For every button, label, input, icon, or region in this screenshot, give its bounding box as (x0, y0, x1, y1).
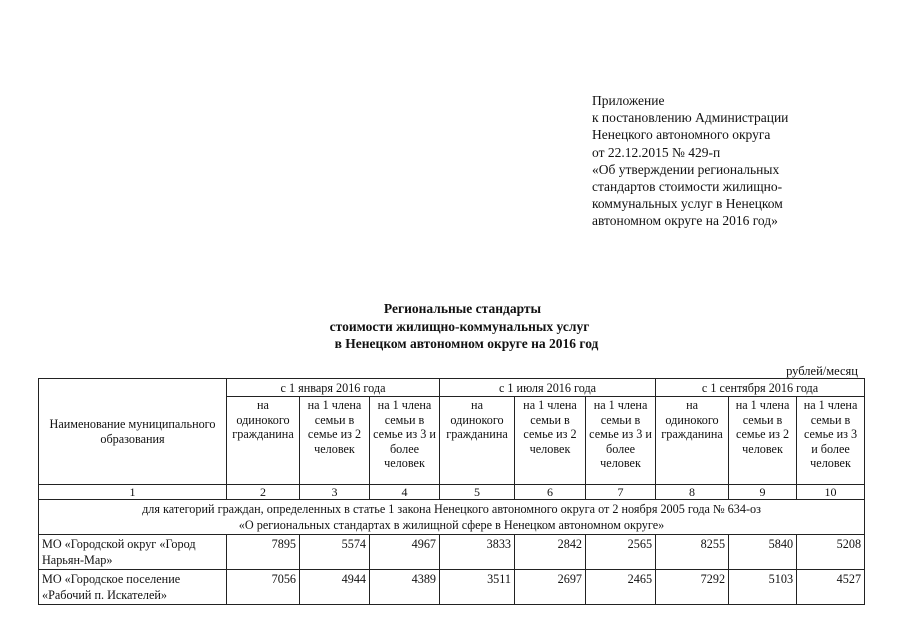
appendix-block (592, 92, 892, 230)
value-cell: 5208 (797, 535, 865, 570)
appendix-line: Приложение (592, 93, 665, 108)
appendix-line: от 22.12.2015 № 429-п (592, 144, 721, 160)
value-cell: 3511 (440, 570, 515, 605)
value-cell: 4389 (370, 570, 440, 605)
column-number: 1 (39, 485, 227, 500)
header-family-of-3: на 1 члена семьи в семье из 3 и более человек (370, 397, 440, 485)
category-row (39, 500, 865, 535)
municipality-name: МО «Городской округ «Город Нарьян-Мар» (39, 535, 227, 570)
header-period-july: с 1 июля 2016 года (440, 379, 656, 397)
category-description (39, 500, 865, 535)
column-number: 7 (586, 485, 656, 500)
value-cell: 7056 (227, 570, 300, 605)
column-number: 9 (729, 485, 797, 500)
value-cell: 7895 (227, 535, 300, 570)
appendix-line: автономном округе на 2016 год» (592, 213, 778, 229)
header-family-of-2: на 1 члена семьи в семье из 2 человек (729, 397, 797, 485)
title-line: стоимости жилищно-коммунальных услуг (329, 318, 590, 334)
table-row (39, 535, 865, 570)
appendix-line: стандартов стоимости жилищно- (592, 179, 783, 195)
value-cell: 2465 (586, 570, 656, 605)
standards-table (38, 378, 865, 605)
title-line: в Ненецком автономном округе на 2016 год (334, 336, 599, 351)
value-cell: 4944 (300, 570, 370, 605)
value-cell: 5103 (729, 570, 797, 605)
header-family-of-2: на 1 члена семьи в семье из 2 человек (515, 397, 586, 485)
column-number: 4 (370, 485, 440, 500)
appendix-line: коммунальных услуг в Ненецком (592, 196, 783, 212)
value-cell: 2697 (515, 570, 586, 605)
column-number: 10 (797, 485, 865, 500)
header-municipality: Наименование муниципального образования (39, 379, 227, 485)
column-number: 8 (656, 485, 729, 500)
appendix-line: к постановлению Администрации (592, 110, 789, 126)
value-cell: 4967 (370, 535, 440, 570)
table-row (39, 570, 865, 605)
header-period-january: с 1 января 2016 года (227, 379, 440, 397)
column-number-row (39, 485, 865, 500)
value-cell: 2565 (586, 535, 656, 570)
header-row-periods (39, 379, 865, 397)
category-line: «О региональных стандартах в жилищной сфере в Ненецком автономном округе» (238, 518, 665, 532)
header-family-of-3: на 1 члена семьи в семье из 3 и более человек (586, 397, 656, 485)
header-single-citizen: на одинокого гражданина (440, 397, 515, 485)
value-cell: 4527 (797, 570, 865, 605)
header-family-of-2: на 1 члена семьи в семье из 2 человек (300, 397, 370, 485)
title-line: Региональные стандарты (383, 301, 542, 316)
value-cell: 5840 (729, 535, 797, 570)
column-number: 3 (300, 485, 370, 500)
value-cell: 5574 (300, 535, 370, 570)
appendix-line: «Об утверждении региональных (592, 161, 780, 177)
category-line: для категорий граждан, определенных в статье 1 закона Ненецкого автономного округа от 2 ноября 2005 года № 634-оз (142, 502, 761, 516)
value-cell: 2842 (515, 535, 586, 570)
column-number: 6 (515, 485, 586, 500)
column-number: 5 (440, 485, 515, 500)
column-number: 2 (227, 485, 300, 500)
value-cell: 3833 (440, 535, 515, 570)
header-period-september: с 1 сентября 2016 года (656, 379, 865, 397)
municipality-name: МО «Городское поселение «Рабочий п. Искателей» (39, 570, 227, 605)
document-title (0, 300, 905, 353)
units-label: рублей/месяц (786, 364, 858, 378)
value-cell: 8255 (656, 535, 729, 570)
value-cell: 7292 (656, 570, 729, 605)
header-single-citizen: на одинокого гражданина (656, 397, 729, 485)
header-family-of-3: на 1 члена семьи в семье из 3 и более человек (797, 397, 865, 485)
header-single-citizen: на одинокого гражданина (227, 397, 300, 485)
appendix-line: Ненецкого автономного округа (592, 127, 771, 143)
